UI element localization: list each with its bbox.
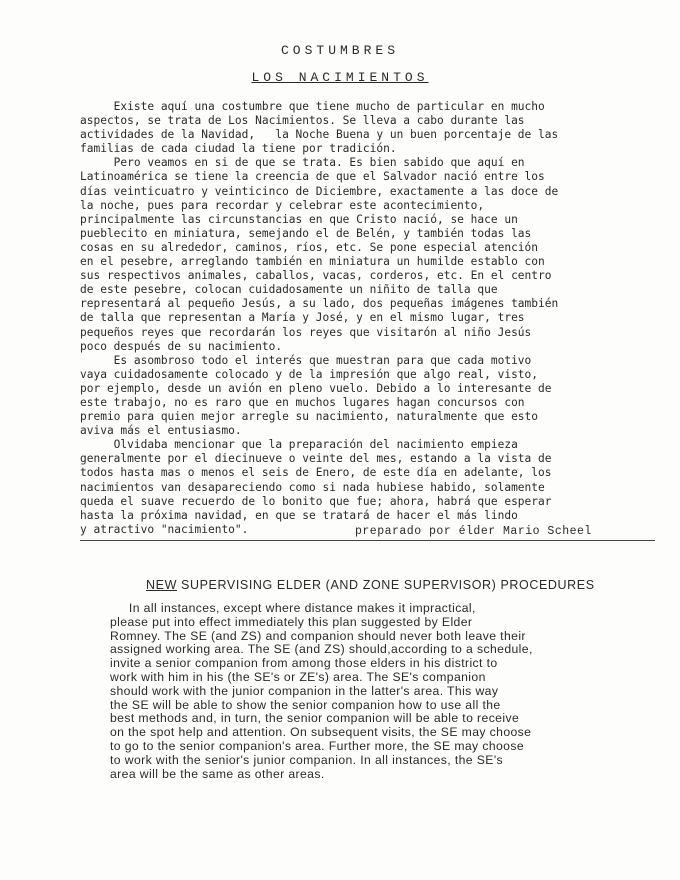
body-line: pueblecito en miniatura, semejando el de Belén, y también todas las — [80, 226, 532, 240]
body-line: de talla que representan a María y José, y en el mismo lugar, tres — [80, 311, 525, 325]
body-line: should work with the junior companion in the latter's area. This way — [110, 683, 499, 698]
body-line: aviva más el entusiasmo. — [80, 424, 242, 438]
body-line: generalmente por el diecinueve o veinte del mes, estando a la vista de — [80, 452, 552, 466]
costumbres-body — [80, 100, 660, 537]
body-line: Es asombroso todo el interés que muestran para que cada motivo — [80, 353, 532, 367]
body-line: Olvidaba mencionar que la preparación del nacimiento empieza — [80, 438, 518, 452]
body-line: Pero veamos en si de que se trata. Es bien sabido que aquí en — [80, 156, 525, 170]
body-line: sus respectivos animales, caballos, vacas, corderos, etc. En el centro — [80, 269, 552, 283]
body-line: hasta la próxima navidad, en que se tratará de hacer el más lindo — [80, 508, 518, 522]
section-divider — [80, 540, 655, 541]
heading-new: NEW — [146, 578, 177, 592]
body-line: best methods and, in turn, the senior companion will be able to receive — [110, 711, 520, 726]
body-line: poco después de su nacimiento. — [80, 339, 283, 353]
signature: preparado por élder Mario Scheel — [355, 525, 592, 538]
body-line: assigned working area. The SE (and ZS) should,according to a schedule, — [110, 642, 533, 657]
body-line: Latinoamérica se tiene la creencia de que el Salvador nació entre los — [80, 170, 545, 184]
body-line: to work with the senior's junior companion. In all instances, the SE's — [110, 752, 504, 767]
body-line: familias de cada ciudad la tiene por tradición. — [80, 142, 397, 156]
body-line: principalmente las circunstancias en que Cristo nació, se hace un — [80, 212, 518, 226]
body-line: the SE will be able to show the senior companion how to use all the — [110, 697, 501, 712]
body-line: invite a senior companion from among those elders in his district to — [110, 656, 498, 671]
body-line: pequeños reyes que recordarán los reyes que visitarón al niño Jesús — [80, 325, 532, 339]
body-line: representará al pequeño Jesús, a su lado, dos pequeñas imágenes también — [80, 297, 559, 311]
body-line: aspectos, se trata de Los Nacimientos. Se lleva a cabo durante las — [80, 114, 525, 128]
body-line: work with him in his (the SE's or ZE's) area. The SE's companion — [110, 669, 486, 684]
body-line: por ejemplo, desde un avión en pleno vuelo. Debido a lo interesante de — [80, 381, 552, 395]
procedures-heading — [146, 578, 595, 592]
body-line: on the spot help and attention. On subsequent visits, the SE may choose — [110, 725, 532, 740]
body-line: nacimientos van desapareciendo como si nada hubiese habido, solamente — [80, 480, 545, 494]
body-line: premio para quien mejor arregle su nacimiento, naturalmente que esto — [80, 410, 539, 424]
body-line: please put into effect immediately this plan suggested by Elder — [110, 614, 473, 629]
body-line: días veinticuatro y veinticinco de Diciembre, exactamente a las doce de — [80, 184, 559, 198]
heading-rest: SUPERVISING ELDER (AND ZONE SUPERVISOR) PROCEDURES — [176, 578, 595, 592]
body-line: la noche, pues para recordar y celebrar este acontecimiento, — [80, 198, 485, 212]
costumbres-title: COSTUMBRES — [280, 43, 399, 58]
body-line: en el pesebre, arreglando también en miniatura un humilde establo con — [80, 255, 545, 269]
body-line: actividades de la Navidad, la Noche Buena y un buen porcentaje de las — [80, 128, 559, 142]
body-line: Romney. The SE (and ZS) and companion should never both leave their — [110, 628, 526, 643]
body-line: y atractivo "nacimiento". — [80, 522, 249, 536]
body-line: vaya cuidadosamente colocado y de la impresión que algo real, visto, — [80, 367, 539, 381]
body-line: area will be the same as other areas. — [110, 766, 325, 781]
body-line: queda el suave recuerdo de lo bonito que fue; ahora, habrá que esperar — [80, 494, 552, 508]
body-line: to go to the senior companion's area. Further more, the SE may choose — [110, 738, 525, 753]
body-line: de este pesebre, colocan cuidadosamente un niñito de talla que — [80, 283, 498, 297]
procedures-body — [110, 602, 660, 781]
nacimientos-subtitle: LOS NACIMIENTOS — [251, 70, 429, 85]
body-line: cosas en su alrededor, caminos, ríos, etc. Se pone especial atención — [80, 240, 539, 254]
body-line: Existe aquí una costumbre que tiene mucho de particular en mucho — [80, 100, 545, 113]
body-line: todos hasta mas o menos el seis de Enero, de este día en adelante, los — [80, 466, 552, 480]
body-line: In all instances, except where distance makes it impractical, — [110, 601, 476, 615]
body-line: este trabajo, no es raro que en muchos lugares hagan concursos con — [80, 395, 525, 409]
